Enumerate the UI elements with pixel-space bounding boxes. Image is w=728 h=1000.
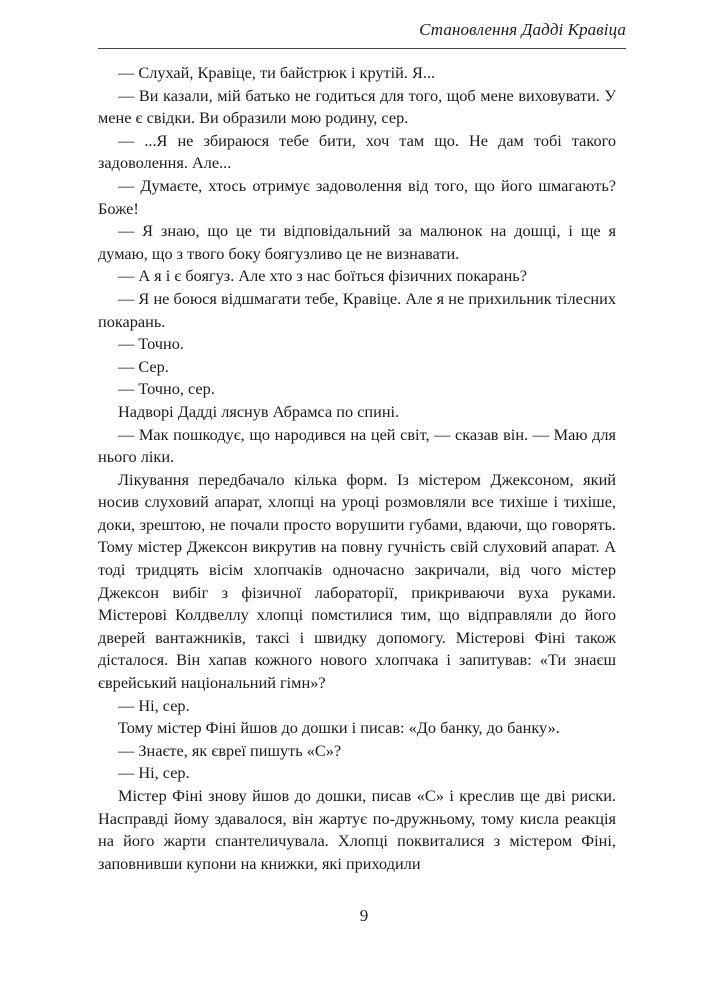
- paragraph: — Ви казали, мій батько не годиться для того, щоб мене виховувати. У мене є свідки. Ви образили мою родину, сер.: [98, 85, 616, 128]
- paragraph: Надворі Дадді ляснув Абрамса по спині.: [118, 401, 400, 421]
- paragraph: Тому містер Фіні йшов до дошки і писав: «До банку, до банку».: [118, 718, 560, 738]
- paragraph: — Я не боюся відшмагати тебе, Кравіце. Але я не прихильник тілесних покарань.: [98, 288, 616, 331]
- running-title: Становлення Дадді Кравіца: [419, 20, 626, 39]
- paragraph: — Знаєте, як євреї пишуть «С»?: [118, 740, 342, 760]
- page-number: 9: [359, 906, 369, 925]
- paragraph: — ...Я не збираюся тебе бити, хоч там що. Не дам тобі такого задоволення. Але...: [98, 130, 616, 173]
- paragraph: — Думаєте, хтось отримує задоволення від того, що його шмагають? Боже!: [98, 175, 616, 218]
- body-text: [98, 62, 616, 875]
- paragraph: — Точно.: [118, 334, 184, 354]
- paragraph: — Сер.: [118, 356, 169, 376]
- paragraph: — Ні, сер.: [118, 763, 190, 783]
- paragraph: — Точно, сер.: [118, 379, 215, 399]
- paragraph: — Ні, сер.: [118, 695, 190, 715]
- paragraph: — Слухай, Кравіце, ти байстрюк і крутій. Я...: [118, 63, 436, 82]
- paragraph: — А я і є боягуз. Але хто з нас боїться фізичних покарань?: [118, 266, 527, 286]
- header-rule: [98, 48, 626, 49]
- paragraph: Лікування передбачало кілька форм. Із містером Джексоном, який носив слуховий апарат, хлопці на уроці розмовляли все тихіше і тихіше, доки, зрештою, не почали просто ворушити губами, вдаючи, що говорять. Тому містер Джексон викрутив на повну гучність свій слуховий апарат. А тоді тридцять вісім хлопчаків одночасно закричали, від чого містер Джексон вибіг з фізичної лабораторії, прикриваючи вуха руками. Містерові Колдвеллу хлопці помстилися тим, що відправляли до його дверей вантажників, таксі і швидку допомогу. Містерові Фіні також дісталося. Він хапав кожного нового хлопчака і запитував: «Ти знаєш єврейський національний гімн»?: [98, 469, 616, 693]
- paragraph: — Мак пошкодує, що народився на цей світ, — сказав він. — Маю для нього ліки.: [98, 424, 616, 467]
- paragraph: — Я знаю, що це ти відповідальний за малюнок на дошці, і ще я думаю, що з твого боку боягузливо це не визнавати.: [98, 221, 616, 263]
- paragraph: Містер Фіні знову йшов до дошки, писав «С» і креслив ще дві риски. Насправді йому здавалося, він жартує по-дружньому, тому кисла реакція на його жарти спантеличувала. Хлопці поквиталися з містером Фіні, заповнивши купони на книжки, які приходили: [98, 786, 616, 873]
